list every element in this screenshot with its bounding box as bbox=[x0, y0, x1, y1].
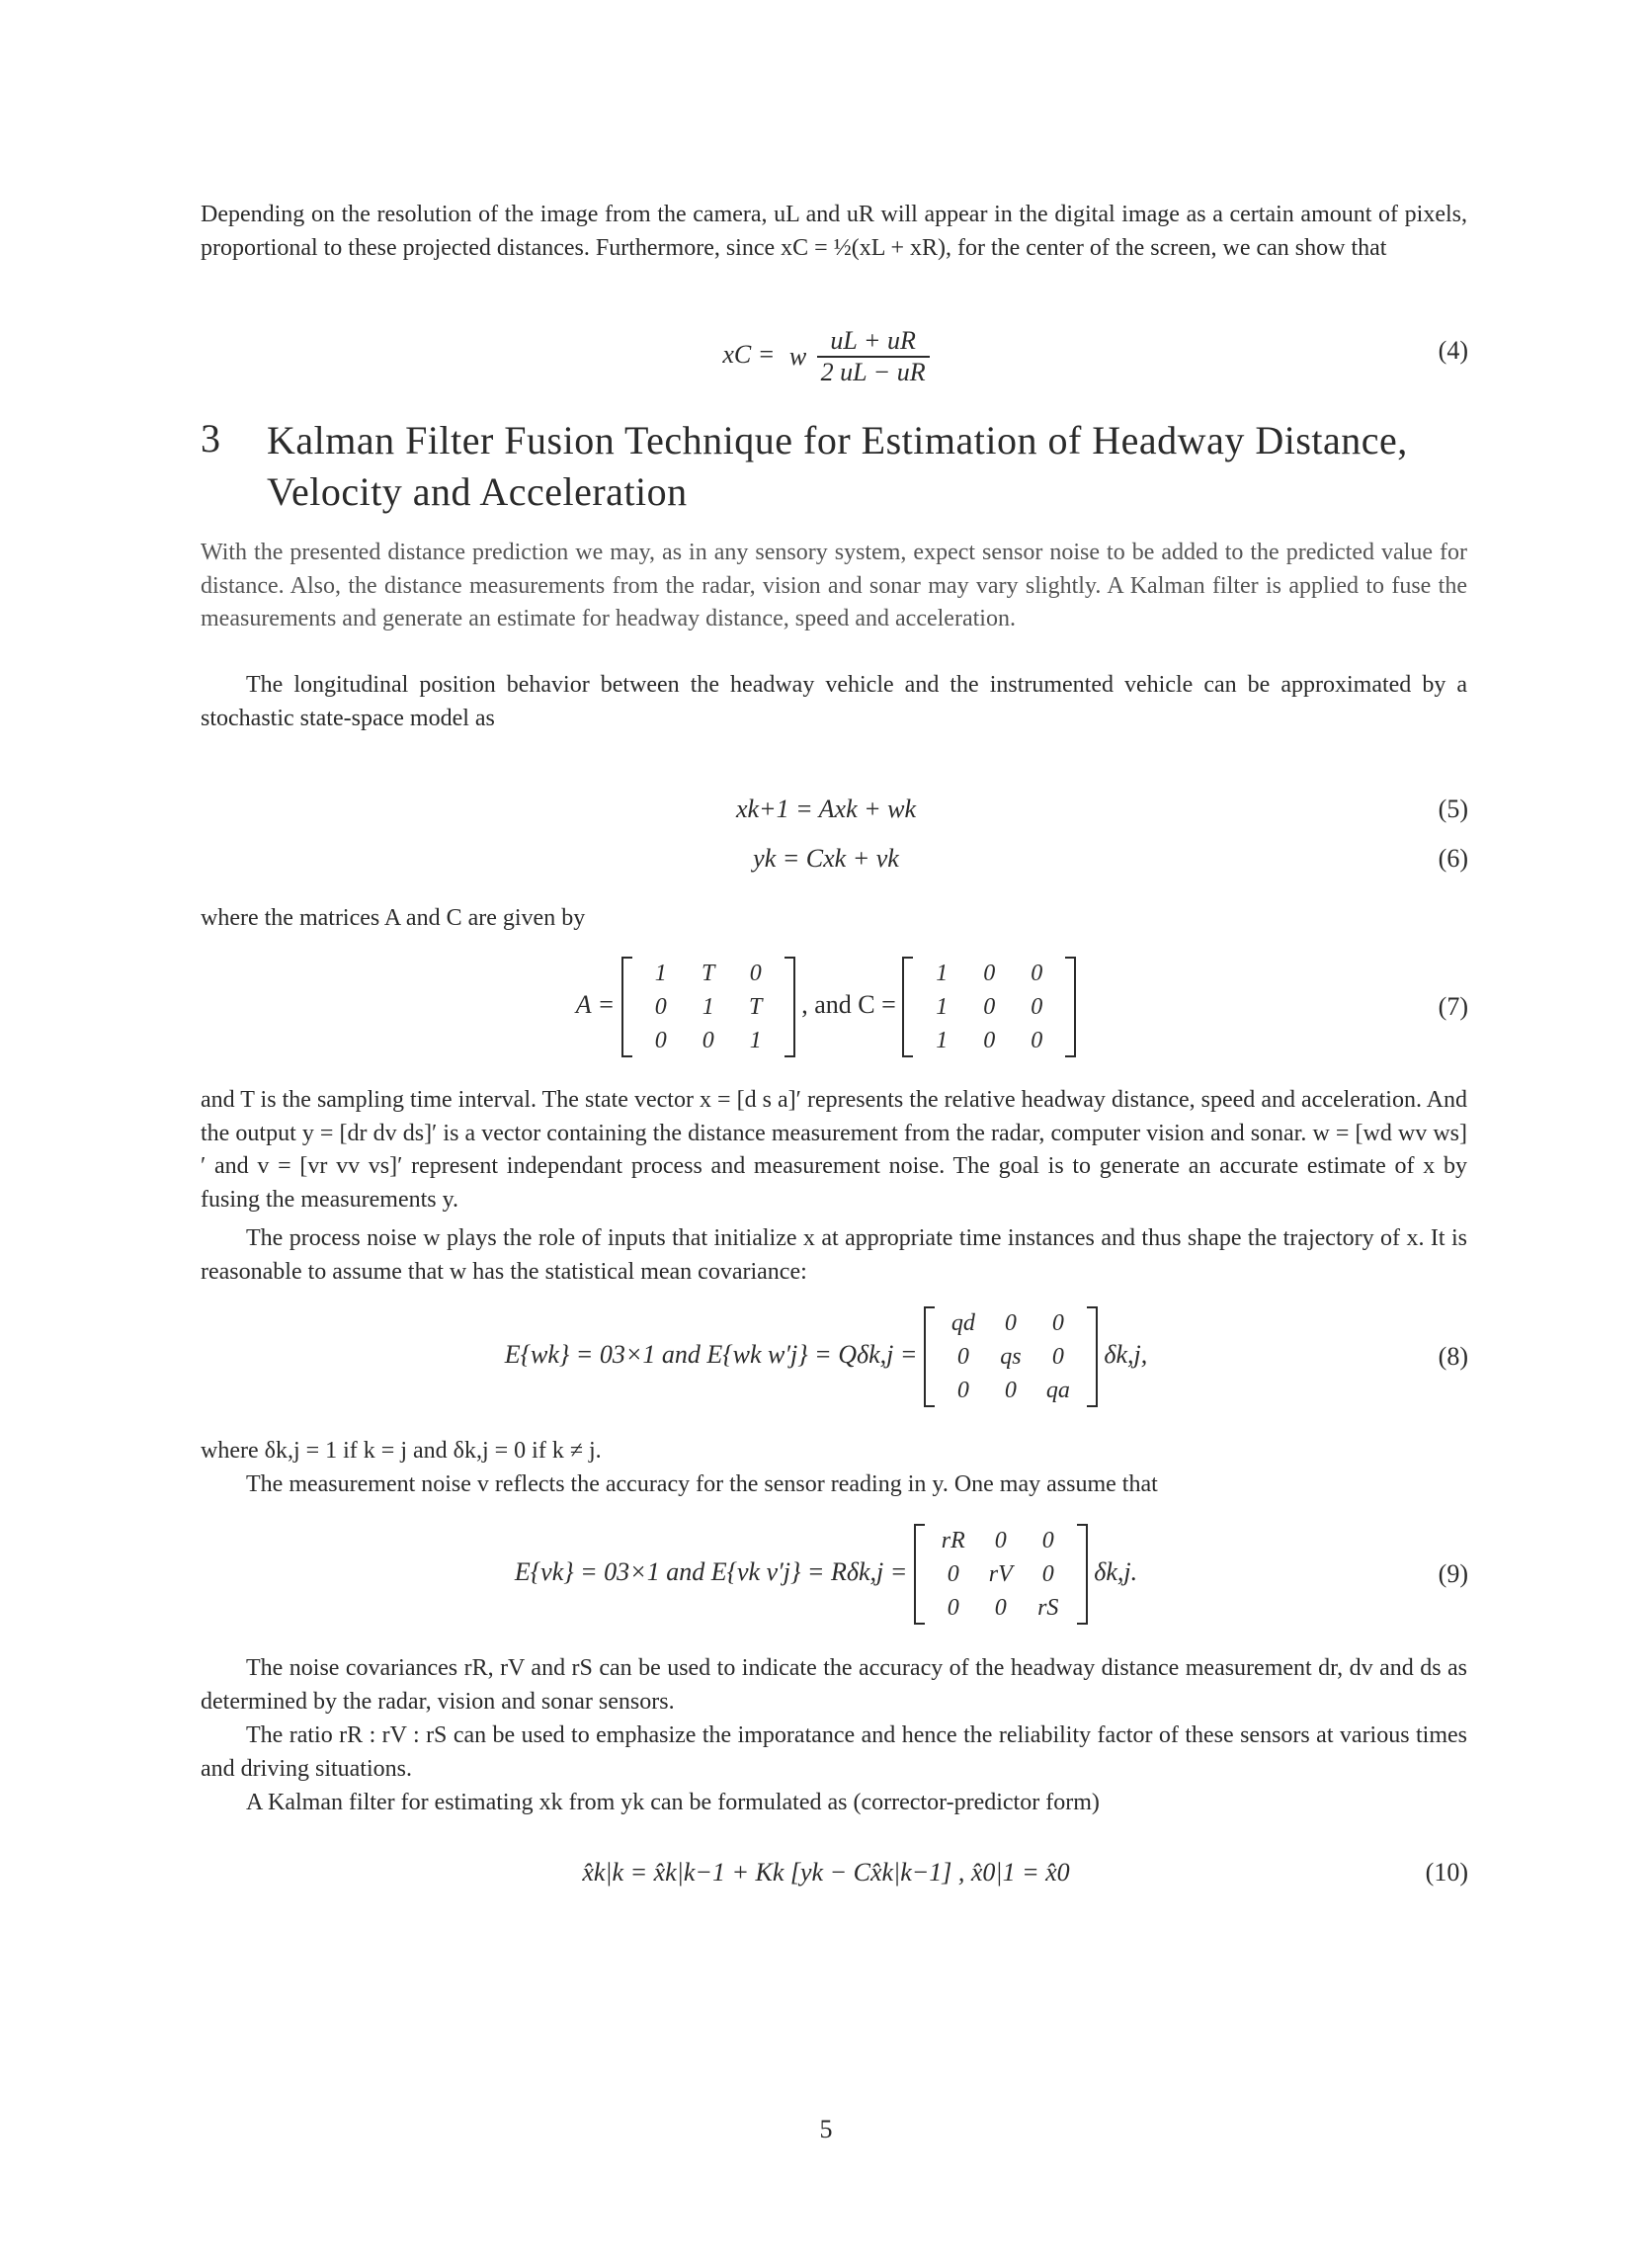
matrix-cell: 0 bbox=[947, 1594, 959, 1621]
equation-7 bbox=[0, 957, 1652, 1065]
eq4-numerator: uL + uR bbox=[817, 326, 930, 358]
matrix-cell: 0 bbox=[1031, 960, 1043, 986]
matrix-cell: 0 bbox=[654, 993, 667, 1020]
eq4-number: (4) bbox=[1438, 336, 1468, 365]
eq6-text: yk = Cxk + vk bbox=[753, 844, 899, 873]
matrix-cell: 0 bbox=[749, 960, 762, 986]
matrix-cell: 0 bbox=[983, 1027, 996, 1053]
paragraph-matrices-intro: where the matrices A and C are given by bbox=[201, 905, 586, 931]
matrix-cell: 1 bbox=[936, 960, 949, 986]
matrix-cell: 0 bbox=[994, 1527, 1007, 1553]
paragraph-kalman-intro: With the presented distance prediction we may, as in any sensory system, expect sensor noise to be added to the predicted value for distance. Also, the distance measurements from the radar, vision and sonar may vary slightly. A Kalman filter is applied to fuse the measurements and generate an estimate for headway distance, speed and acceleration. bbox=[201, 540, 1467, 631]
matrix-cell: 0 bbox=[1051, 1309, 1064, 1336]
eq8-rhs: δk,j, bbox=[1104, 1339, 1148, 1369]
matrix-cell: 0 bbox=[1041, 1560, 1054, 1587]
paragraph-ratio: The ratio rR : rV : rS can be used to emphasize the imporatance and hence the reliability factor of these sensors at various times and driving situations. bbox=[201, 1722, 1467, 1782]
matrix-cell: T bbox=[749, 993, 763, 1020]
eq4-denominator: 2 uL − uR bbox=[820, 358, 926, 386]
eq9-number: (9) bbox=[1438, 1559, 1468, 1588]
paragraph-process-noise: The process noise w plays the role of inputs that initialize x at appropriate time instances and thus shape the trajectory of x. It is reasonable to assume that w has the statistical mean covariance: bbox=[201, 1225, 1467, 1285]
paragraph-state-vector: and T is the sampling time interval. The state vector x = [d s a]′ represents the relative headway distance, speed and acceleration. And the output y = [dr dv ds]′ is a vector containing the distance measurement from the radar, computer vision and sonar. w = [wd wv ws]′ and v = [vr vv vs]′ represent independant process and measurement noise. The goal is to generate an accurate estimate of x by fusing the measurements y. bbox=[201, 1087, 1467, 1213]
matrix-cell: 0 bbox=[1004, 1309, 1017, 1336]
matrix-cell: 0 bbox=[1031, 993, 1043, 1020]
equation-4 bbox=[0, 326, 1652, 405]
matrix-c bbox=[902, 957, 1076, 1057]
eq4-lhs: xC = bbox=[722, 339, 782, 369]
matrix-cell: 0 bbox=[983, 993, 996, 1020]
matrix-cell: 0 bbox=[956, 1343, 969, 1370]
eq7-a-label: A = bbox=[575, 989, 616, 1019]
matrix-cell: 1 bbox=[702, 993, 714, 1020]
section-number: 3 bbox=[201, 416, 220, 461]
matrix-cell: rV bbox=[988, 1560, 1013, 1587]
paragraph-intro: Depending on the resolution of the image from the camera, uL and uR will appear in the digital image as a certain amount of pixels, proportional to these projected distances. Furthermore, since xC = ½(xL + xR), for the center of the screen, we can show that bbox=[201, 202, 1467, 261]
equation-9 bbox=[0, 1524, 1652, 1633]
eq8-lhs: E{wk} = 03×1 and E{wk w′j} = Qδk,j = bbox=[504, 1339, 918, 1369]
matrix-cell: 0 bbox=[947, 1560, 959, 1587]
equation-6 bbox=[0, 844, 1652, 880]
matrix-cell: 0 bbox=[1051, 1343, 1064, 1370]
matrix-cell: qd bbox=[950, 1309, 975, 1336]
matrix-a bbox=[621, 957, 795, 1057]
eq6-number: (6) bbox=[1438, 844, 1468, 873]
matrix-cell: 0 bbox=[994, 1594, 1007, 1621]
paragraph-kalman-form: A Kalman filter for estimating xk from yk can be formulated as (corrector-predictor form) bbox=[246, 1790, 1100, 1815]
page-number: 5 bbox=[819, 2115, 833, 2143]
matrix-r bbox=[914, 1524, 1088, 1625]
matrix-cell: rR bbox=[941, 1527, 965, 1553]
matrix-cell: 1 bbox=[936, 1027, 949, 1053]
matrix-cell: 0 bbox=[654, 1027, 667, 1053]
eq7-mid: , and C = bbox=[801, 989, 896, 1019]
eq9-rhs: δk,j. bbox=[1094, 1556, 1138, 1586]
matrix-cell: 0 bbox=[1041, 1527, 1054, 1553]
eq4-prefix-fraction bbox=[785, 342, 810, 372]
paragraph-longitudinal: The longitudinal position behavior between the headway vehicle and the instrumented vehicle can be approximated by a stochastic state-space model as bbox=[201, 672, 1467, 731]
paragraph-delta-def: where δk,j = 1 if k = j and δk,j = 0 if k ≠ j. bbox=[201, 1438, 602, 1464]
matrix-cell: qs bbox=[1000, 1343, 1022, 1370]
paragraph-measurement-noise: The measurement noise v reflects the accuracy for the sensor reading in y. One may assume that bbox=[246, 1471, 1158, 1497]
eq8-number: (8) bbox=[1438, 1342, 1468, 1371]
eq10-text: x̂k|k = x̂k|k−1 + Kk [yk − Cx̂k|k−1] , x̂0|1 = x̂0 bbox=[582, 1858, 1070, 1887]
equation-8 bbox=[0, 1306, 1652, 1415]
matrix-cell: 1 bbox=[749, 1027, 762, 1053]
eq4-prefix: w bbox=[788, 342, 807, 371]
matrix-cell: T bbox=[702, 960, 715, 986]
section-title: Kalman Filter Fusion Technique for Estimation of Headway Distance, Velocity and Acceleration bbox=[267, 418, 1408, 514]
matrix-cell: 1 bbox=[654, 960, 667, 986]
matrix-cell: 0 bbox=[1004, 1377, 1017, 1403]
paragraph-noise-cov: The noise covariances rR, rV and rS can be used to indicate the accuracy of the headway distance measurement dr, dv and ds as determined by the radar, vision and sonar sensors. bbox=[201, 1655, 1467, 1715]
equation-10 bbox=[0, 1858, 1652, 1897]
matrix-cell: 0 bbox=[983, 960, 996, 986]
matrix-cell: 0 bbox=[1031, 1027, 1043, 1053]
eq7-number: (7) bbox=[1438, 992, 1468, 1021]
equation-5 bbox=[0, 795, 1652, 830]
eq5-text: xk+1 = Axk + wk bbox=[735, 795, 917, 823]
matrix-q bbox=[924, 1306, 1098, 1407]
matrix-cell: rS bbox=[1037, 1594, 1059, 1621]
matrix-cell: 1 bbox=[936, 993, 949, 1020]
matrix-cell: 0 bbox=[702, 1027, 714, 1053]
eq9-lhs: E{vk} = 03×1 and E{vk v′j} = Rδk,j = bbox=[514, 1556, 908, 1586]
eq4-fraction bbox=[817, 326, 930, 387]
eq5-number: (5) bbox=[1438, 795, 1468, 823]
matrix-cell: qa bbox=[1045, 1377, 1070, 1403]
eq10-number: (10) bbox=[1425, 1858, 1468, 1887]
matrix-cell: 0 bbox=[956, 1377, 969, 1403]
